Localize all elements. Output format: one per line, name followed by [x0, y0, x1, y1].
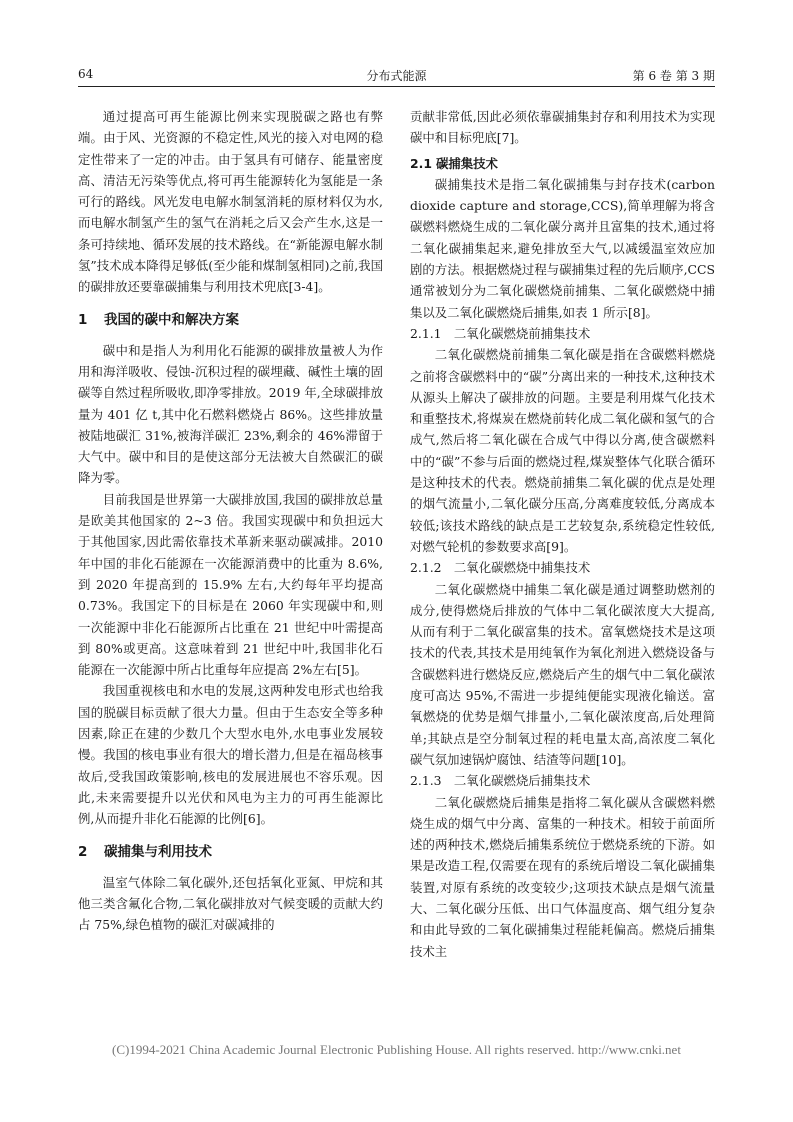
- section-heading-1: [78, 308, 383, 332]
- issue-label: 第 6 卷 第 3 期: [632, 69, 715, 83]
- section-number: 2: [78, 843, 88, 860]
- section-title: 我国的碳中和解决方案: [104, 311, 239, 328]
- paragraph: 碳捕集技术是指二氧化碳捕集与封存技术(carbon dioxide capture and storage,CCS),简单理解为将含碳燃料燃烧生成的二氧化碳分离并且富集的技术,通过将二氧化碳捕集起来,避免排放至大气,以减缓温室效应加剧的方法。根据燃烧过程与碳捕集过程的先后顺序,CCS 通常被划分为二氧化碳燃烧前捕集、二氧化碳燃烧中捕集以及二氧化碳燃烧后捕集,如表 1 所示[8]。: [410, 176, 715, 320]
- section-number: 1: [78, 311, 88, 328]
- paragraph: 二氧化碳燃烧前捕集二氧化碳是指在含碳燃料燃烧之前将含碳燃料中的“碳”分离出来的一种技术,这种技术从源头上解决了碳排放的问题。主要是利用煤气化技术和重整技术,将煤炭在燃烧前转化成二氧化碳和氢气的合成气,然后将二氧化碳在合成气中得以分离,使含碳燃料中的“碳”不参与后面的燃烧过程,煤炭整体气化联合循环是这种技术的代表。燃烧前捕集二氧化碳的优点是处理的烟气流量小,二氧化碳分压高,分离难度较低,分离成本较低;该技术路线的缺点是工艺较复杂,系统稳定性较低,对燃气轮机的参数要求高[9]。: [410, 347, 715, 554]
- right-column: [410, 106, 715, 962]
- subsubsection-heading-2-1-1: 2.1.1 二氧化碳燃烧前捕集技术: [410, 325, 591, 341]
- paragraph: 贡献非常低,因此必须依靠碳捕集封存和利用技术为实现碳中和目标兜底[7]。: [410, 109, 715, 146]
- left-column: [78, 106, 383, 935]
- paragraph: 通过提高可再生能源比例来实现脱碳之路也有弊端。由于风、光资源的不稳定性,风光的接入对电网的稳定性带来了一定的冲击。由于氢具有可储存、能量密度高、清洁无污染等优点,将可再生能源转化为氢能是一条可行的路线。风光发电电解水制氢消耗的原材料仅为水,而电解水制氢产生的氢气在消耗之后又会产生水,这是一条可持续地、循环发展的技术路线。在“新能源电解水制氢”技术成本降得足够低(至少能和煤制氢相同)之前,我国的碳排放还要靠碳捕集与利用技术兜底[3-4]。: [78, 109, 383, 295]
- subsection-title: 碳捕集技术: [436, 155, 498, 171]
- subsubsection-heading-2-1-2: 2.1.2 二氧化碳燃烧中捕集技术: [410, 560, 591, 576]
- paragraph: 目前我国是世界第一大碳排放国,我国的碳排放总量是欧美其他国家的 2~3 倍。我国实现碳中和负担远大于其他国家,因此需依靠技术革新来驱动碳减排。2010 年中国的非化石能源在一次能源消费中的比重为 8.6%,到 2020 年提高到的 15.9% 左右,大约每年平均提高 0.73%。我国定下的目标是在 2060 年实现碳中和,则一次能源中非化石能源所占比重在 21 世纪中叶需提高到 80%或更高。这意味着到 21 世纪中叶,我国非化石能源在一次能源中所占比重每年应提高 2%左右[5]。: [78, 491, 383, 678]
- subsection-heading-2-1: [410, 153, 715, 174]
- section-title: 碳捕集与利用技术: [104, 843, 212, 860]
- journal-name: 分布式能源: [366, 69, 427, 83]
- paragraph: 二氧化碳燃烧中捕集二氧化碳是通过调整助燃剂的成分,使得燃烧后排放的气体中二氧化碳浓度大大提高,从而有利于二氧化碳富集的技术。富氧燃烧技术是这项技术的代表,其技术是用纯氧作为氧化剂进入燃烧设备与含碳燃料进行燃烧反应,燃烧后产生的烟气中二氧化碳浓度可高达 95%,不需进一步提纯便能实现液化输送。富氧燃烧的优势是烟气排量小,二氧化碳浓度高,后处理简单;其缺点是空分制氧过程的耗电量太高,高浓度二氧化碳气氛加速锅炉腐蚀、结渣等问题[10]。: [410, 581, 715, 767]
- page-number: 64: [78, 67, 94, 81]
- paragraph: 温室气体除二氧化碳外,还包括氧化亚氮、甲烷和其他三类含氟化合物,二氧化碳排放对气候变暖的贡献大约占 75%,绿色植物的碳汇对碳减排的: [78, 874, 383, 933]
- subsubsection-heading-2-1-3: 2.1.3 二氧化碳燃烧后捕集技术: [410, 773, 591, 789]
- copyright-footer: (C)1994-2021 China Academic Journal Electronic Publishing House. All rights reserved. http://www.cnki.net: [112, 1042, 681, 1057]
- paragraph: 二氧化碳燃烧后捕集是指将二氧化碳从含碳燃料燃烧生成的烟气中分离、富集的一种技术。相较于前面所述的两种技术,燃烧后捕集系统位于燃烧系统的下游。如果是改造工程,仅需要在现有的系统后增设二氧化碳捕集装置,对原有系统的改变较少;这项技术缺点是烟气流量大、二氧化碳分压低、出口气体温度高、烟气组分复杂和由此导致的二氧化碳捕集过程能耗偏高。燃烧后捕集技术主: [410, 794, 715, 959]
- paragraph: 碳中和是指人为利用化石能源的碳排放量被人为作用和海洋吸收、侵蚀-沉积过程的碳埋藏、碱性土壤的固碳等自然过程所吸收,即净零排放。2019 年,全球碳排放量为 401 亿 t,其中化石燃料燃烧占 86%。这些排放量被陆地碳汇 31%,被海洋碳汇 23%,剩余的 46%滞留于大气中。碳中和目的是使这部分无法被大自然碳汇的碳降为零。: [78, 342, 383, 486]
- section-heading-2: [78, 840, 383, 864]
- subsection-number: 2.1: [410, 155, 432, 171]
- paragraph: 我国重视核电和水电的发展,这两种发电形式也给我国的脱碳目标贡献了很大力量。但由于生态安全等多种因素,除正在建的少数几个大型水电外,水电事业发展较慢。我国的核电事业有很大的增长潜力,但是在福岛核事故后,受我国政策影响,核电的发展进展也不容乐观。因此,未来需要提升以光伏和风电为主力的可再生能源比例,从而提升非化石能源的比例[6]。: [78, 683, 383, 827]
- page-header: [78, 62, 715, 87]
